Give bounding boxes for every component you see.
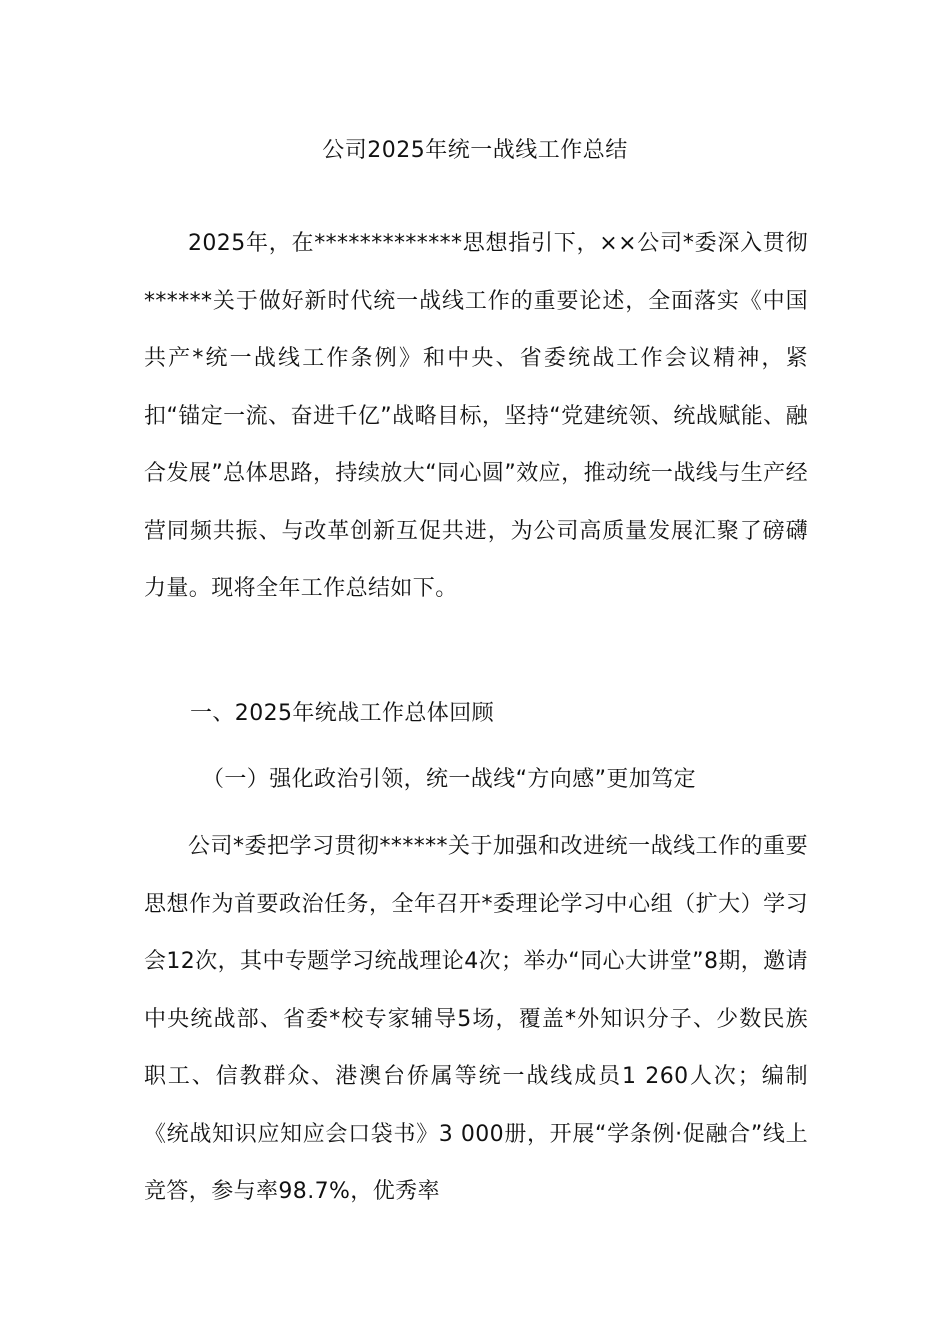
section-heading: 一、2025年统战工作总体回顾	[190, 701, 494, 726]
intro-paragraph: 2025年，在*************思想指引下，××公司*委深入贯彻******关于做好新时代统一战线工作的重要论述，全面落实《中国共产*统一战线工作条例》和中央、省委统战工作会议精神，紧扣“锚定一流、奋进千亿”战略目标，坚持“党建统领、统战赋能、融合发展”总体思路，持续放大“同心圆”效应，推动统一战线与生产经营同频共振、与改革创新互促共进，为公司高质量发展汇聚了磅礴力量。现将全年工作总结如下。	[144, 231, 808, 601]
subsection-heading: （一）强化政治引领，统一战线“方向感”更加笃定	[202, 767, 696, 792]
section-paragraph: 公司*委把学习贯彻******关于加强和改进统一战线工作的重要思想作为首要政治任务，全年召开*委理论学习中心组（扩大）学习会12次，其中专题学习统战理论4次；举办“同心大讲堂”8期，邀请中央统战部、省委*校专家辅导5场，覆盖*外知识分子、少数民族职工、信教群众、港澳台侨属等统一战线成员1 260人次；编制《统战知识应知应会口袋书》3 000册，开展“学条例·促融合”线上竞答，参与率98.7%，优秀率	[144, 834, 808, 1204]
document-title: 公司2025年统一战线工作总结	[322, 138, 628, 163]
